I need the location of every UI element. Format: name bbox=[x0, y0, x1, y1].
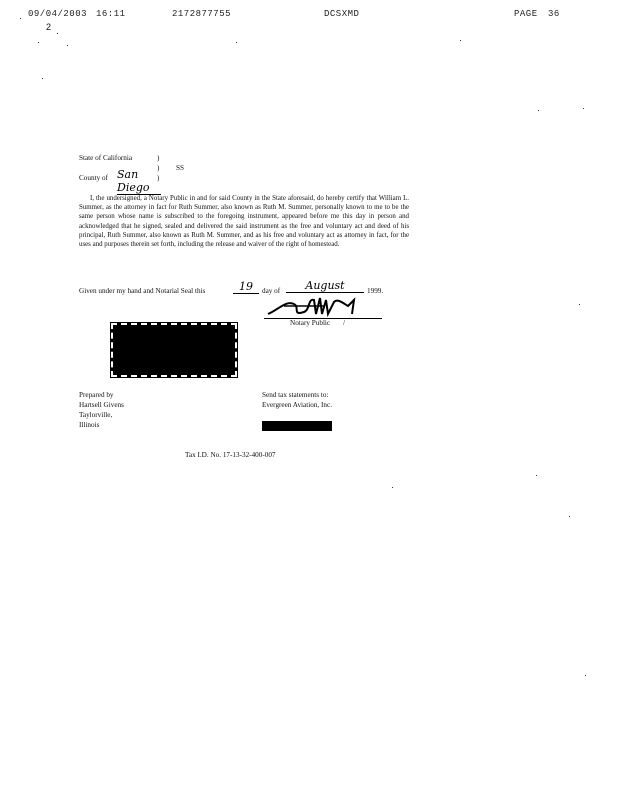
speck bbox=[392, 487, 393, 488]
fax-phone: 2172877755 bbox=[172, 9, 232, 19]
speck bbox=[583, 108, 584, 109]
given-day-handwritten: 19 bbox=[233, 280, 259, 294]
speck bbox=[236, 42, 237, 43]
bracket: ) bbox=[157, 164, 160, 172]
stray-mark: 2 bbox=[46, 22, 52, 32]
notary-mark: / bbox=[343, 319, 345, 327]
county-prefix: County of bbox=[79, 174, 108, 182]
fax-page-number: 36 bbox=[548, 9, 560, 19]
given-prefix: Given under my hand and Notarial Seal this bbox=[79, 287, 206, 295]
given-day-word: day of bbox=[262, 287, 281, 295]
fax-date: 09/04/2003 bbox=[28, 9, 88, 19]
speck bbox=[579, 304, 580, 305]
certificate-paragraph: I, the undersigned, a Notary Public in and for said County in the State aforesaid, do hereby certify that William L. Summer, as the attorney in fact for Ruth Summer, also known as Ruth M. Summer, personally known to me to be the same person whose name is subscribed to the foregoing instrument, appeared before me this day in person and acknowledged that he signed, sealed and delivered the said instrument as the free and voluntary act and deed of his principal, Ruth Summer, also known as Ruth M. Summer, and as his free and voluntary act as attorney in fact, for the uses and purposes therein set forth, including the release and waiver of the right of homestead. bbox=[79, 195, 409, 249]
speck bbox=[38, 42, 39, 43]
speck bbox=[536, 475, 537, 476]
speck bbox=[67, 45, 68, 46]
prepared-by-state: Illinois bbox=[79, 421, 100, 429]
speck bbox=[42, 78, 43, 79]
speck bbox=[20, 18, 21, 19]
notary-signature bbox=[264, 294, 384, 320]
speck bbox=[569, 516, 570, 517]
speck bbox=[585, 675, 586, 676]
tax-statements-heading: Send tax statements to: bbox=[262, 391, 329, 399]
ss-label: SS bbox=[176, 164, 184, 172]
address-redacted bbox=[262, 421, 332, 431]
fax-sender: DCSXMD bbox=[324, 9, 360, 19]
fax-page-label: PAGE bbox=[514, 9, 538, 19]
tax-id: Tax I.D. No. 17-13-32-400-007 bbox=[185, 451, 276, 459]
given-year: 1999. bbox=[367, 287, 384, 295]
bracket: ) bbox=[157, 154, 160, 162]
given-month-handwritten: August bbox=[286, 279, 364, 293]
notary-seal-redacted bbox=[111, 323, 237, 377]
prepared-by-name: Hartsell Givens bbox=[79, 401, 124, 409]
county-handwritten: San Diego bbox=[117, 168, 161, 195]
prepared-by-heading: Prepared by bbox=[79, 391, 114, 399]
state-line: State of California bbox=[79, 154, 133, 162]
prepared-by-city: Taylorville, bbox=[79, 411, 113, 419]
fax-time: 16:11 bbox=[96, 9, 126, 19]
tax-statements-company: Evergreen Aviation, Inc. bbox=[262, 401, 332, 409]
bracket: ) bbox=[157, 174, 160, 182]
notary-caption: Notary Public bbox=[290, 319, 331, 327]
speck bbox=[460, 40, 461, 41]
speck bbox=[538, 110, 539, 111]
speck bbox=[57, 33, 58, 34]
certificate-body bbox=[79, 194, 409, 249]
